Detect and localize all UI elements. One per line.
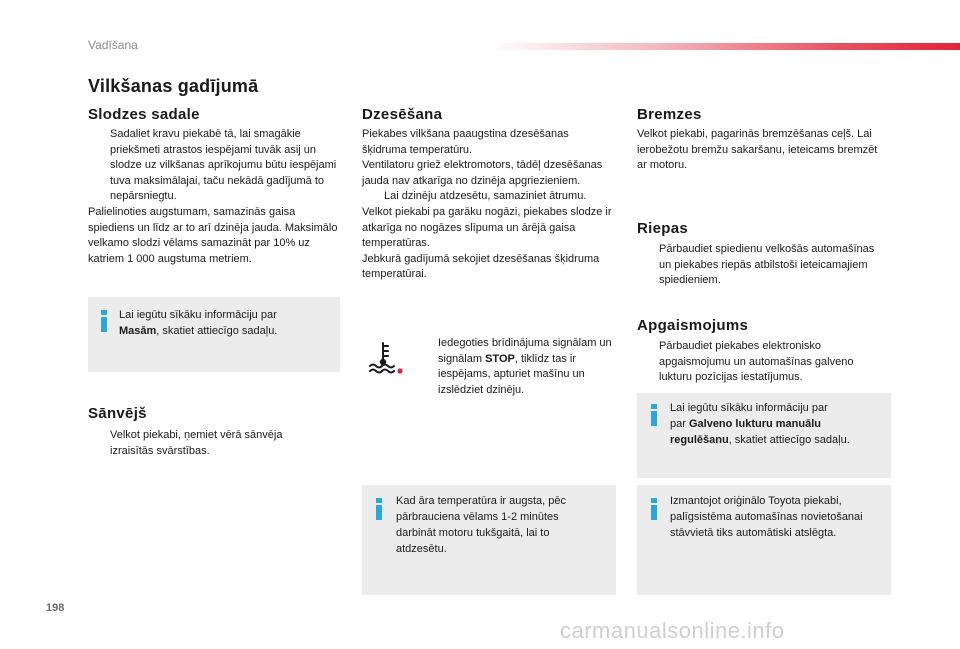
section-header: Vadīšana	[88, 38, 138, 52]
tyres-text	[637, 242, 887, 289]
heading-cooling: Dzesēšana	[362, 106, 443, 123]
heading-load-distribution: Slodzes sadale	[88, 106, 200, 123]
warning-text	[416, 336, 616, 398]
info-icon	[646, 404, 662, 426]
bullet-text: Lai dzinēju atdzesētu, samaziniet ātrumu.	[384, 190, 587, 203]
cooling-paragraph: Piekabes vilkšana paaugstina dzesēšanas šķidruma temperatūru.	[362, 128, 569, 156]
bullet-item	[88, 127, 338, 205]
info-icon	[646, 498, 662, 520]
page-number: 198	[46, 602, 65, 614]
cooling-paragraph: Jebkurā gadījumā sekojiet dzesēšanas šķidruma temperatūrai.	[362, 252, 600, 281]
bullet-item	[637, 339, 887, 386]
cooling-text	[362, 127, 612, 283]
altitude-paragraph: Palielinoties augstumam, samazinās gaisa spiediens un līdz ar to arī dzinēja jauda. Maksimālo velkamo slodzi vēlams samazināt par 10% uz katriem 1 000 augstuma metriem.	[88, 205, 338, 265]
cooling-paragraph: Velkot piekabi pa garāku nogāzi, piekabes slodze ir atkarīga no nogāzes slīpuma un ārējā gaisa temperatūras.	[362, 205, 612, 250]
info-text: Lai iegūtu sīkāku informāciju par Masām, skatiet attiecīgo sadaļu.	[119, 309, 278, 337]
info-text: Izmantojot oriģinālo Toyota piekabi, palīgsistēma automašīnas novietošanai stāvvietā tiks automātiski atslēgta.	[670, 495, 863, 539]
info-icon	[96, 310, 112, 332]
info-text: Lai iegūtu sīkāku informāciju par par Galveno lukturu manuālu regulēšanu, skatiet attiecīgo sadaļu.	[670, 402, 850, 446]
bullet-item: Iedegoties brīdinājuma signālam un signālam STOP, tiklīdz tas ir iespējams, apturiet mašīnu un izslēdziet dzinēju.	[438, 337, 612, 396]
page-title: Vilkšanas gadījumā	[88, 76, 259, 96]
cooling-paragraph: Ventilatoru griež elektromotors, tādēļ dzesēšanas jauda nav atkarīga no dzinēja apgriezieniem.	[362, 159, 603, 187]
heading-brakes: Bremzes	[637, 106, 702, 123]
heading-tyres: Riepas	[637, 220, 688, 237]
info-text: Kad āra temperatūra ir augsta, pēc pārbrauciena vēlams 1-2 minūtes darbināt motoru tukšgaitā, lai to atdzesētu.	[396, 495, 566, 555]
link-masses: Masām	[119, 325, 157, 337]
load-distribution-text	[88, 127, 338, 267]
lighting-text	[637, 339, 887, 386]
info-box-cooldown	[362, 485, 616, 595]
info-box-headlamps	[637, 393, 891, 478]
header-accent-bar	[490, 43, 960, 50]
watermark: carmanualsonline.info	[560, 618, 785, 643]
heading-crosswind: Sānvējš	[88, 405, 147, 422]
brakes-text: Velkot piekabi, pagarinās bremzēšanas ceļš. Lai ierobežotu bremžu sakaršanu, ieteicams bremzēt ar motoru.	[637, 128, 878, 172]
coolant-temperature-warning-icon	[366, 340, 406, 376]
bullet-text: Pārbaudiet piekabes elektronisko apgaismojumu un automašīnas galveno lukturu pozīcijas iestatījumus.	[659, 340, 854, 384]
bullet-text: Pārbaudiet spiedienu velkošās automašīnas un piekabes riepās atbilstoši ieteicamajiem spiedieniem.	[659, 243, 875, 287]
crosswind-text	[88, 428, 318, 459]
bullet-item	[637, 242, 887, 289]
bullet-text: Velkot piekabi, ņemiet vērā sānvēja izraisītās svārstības.	[110, 429, 283, 457]
bullet-text: Sadaliet kravu piekabē tā, lai smagākie priekšmeti atrastos iespējami tuvāk asij un slodze uz vilkšanas aprīkojumu būtu iespējami tuva maksimālajai, taču nekādā gadījumā to nepārsniegtu.	[110, 128, 337, 203]
heading-lighting: Apgaismojums	[637, 317, 749, 334]
bullet-item	[362, 189, 612, 205]
bullet-item	[88, 428, 318, 459]
info-icon	[371, 498, 387, 520]
stop-label: STOP	[485, 352, 515, 365]
info-box-masses	[88, 297, 340, 372]
info-box-toyota-trailer	[637, 485, 891, 595]
link-headlamp-adjustment: Galveno lukturu manuālu regulēšanu	[670, 418, 821, 446]
